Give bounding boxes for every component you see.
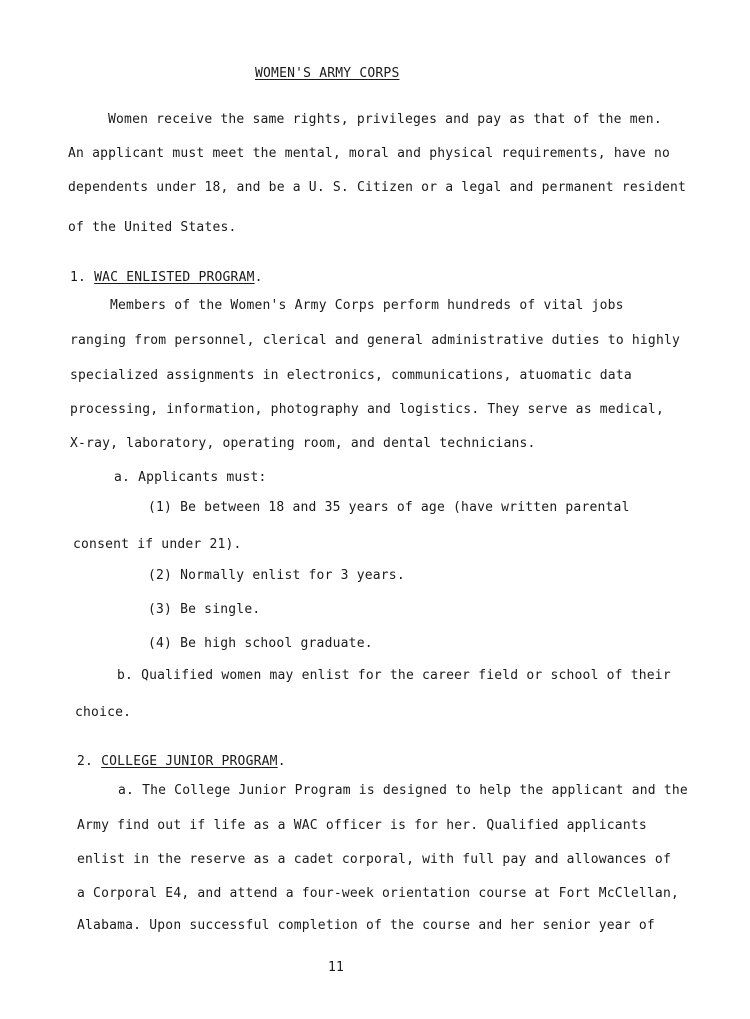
list-item-b-continuation: choice.: [75, 705, 132, 720]
requirement-item: (1) Be between 18 and 35 years of age (have written parental: [148, 500, 630, 515]
intro-line: Women receive the same rights, privileges and pay as that of the men.: [108, 112, 662, 127]
intro-line: dependents under 18, and be a U. S. Citizen or a legal and permanent resident: [68, 180, 687, 195]
paragraph-line: a Corporal E4, and attend a four-week orientation course at Fort McClellan,: [77, 886, 679, 901]
section-number: 2.: [77, 754, 94, 769]
section-2-heading: [77, 754, 286, 770]
page-number: 11: [328, 960, 345, 975]
paragraph-line: processing, information, photography and logistics. They serve as medical,: [70, 402, 664, 417]
list-item-b: b. Qualified women may enlist for the career field or school of their: [117, 668, 671, 683]
section-title-period: .: [277, 754, 286, 769]
paragraph-line: a. The College Junior Program is designed to help the applicant and the: [118, 783, 688, 798]
intro-line: An applicant must meet the mental, moral and physical requirements, have no: [68, 146, 670, 161]
paragraph-line: enlist in the reserve as a cadet corporal, with full pay and allowances of: [77, 852, 671, 867]
paragraph-line: Army find out if life as a WAC officer is for her. Qualified applicants: [77, 818, 647, 833]
page-title: WOMEN'S ARMY CORPS: [255, 66, 400, 81]
section-number: 1.: [70, 270, 87, 285]
paragraph-line: ranging from personnel, clerical and general administrative duties to highly: [70, 333, 681, 348]
requirement-item: (4) Be high school graduate.: [148, 636, 373, 651]
requirement-continuation: consent if under 21).: [73, 537, 242, 552]
paragraph-line: X-ray, laboratory, operating room, and dental technicians.: [70, 436, 536, 451]
section-title: WAC ENLISTED PROGRAM: [94, 270, 255, 285]
list-item-a: a. Applicants must:: [114, 470, 267, 485]
intro-line: of the United States.: [68, 220, 237, 235]
section-title: COLLEGE JUNIOR PROGRAM: [101, 754, 278, 769]
requirement-item: (3) Be single.: [148, 602, 261, 617]
requirement-item: (2) Normally enlist for 3 years.: [148, 568, 405, 583]
paragraph-line: Alabama. Upon successful completion of the course and her senior year of: [77, 918, 655, 933]
section-title-period: .: [254, 270, 263, 285]
paragraph-line: specialized assignments in electronics, communications, atuomatic data: [70, 368, 632, 383]
section-1-heading: [70, 270, 263, 286]
paragraph-line: Members of the Women's Army Corps perform hundreds of vital jobs: [110, 298, 624, 313]
